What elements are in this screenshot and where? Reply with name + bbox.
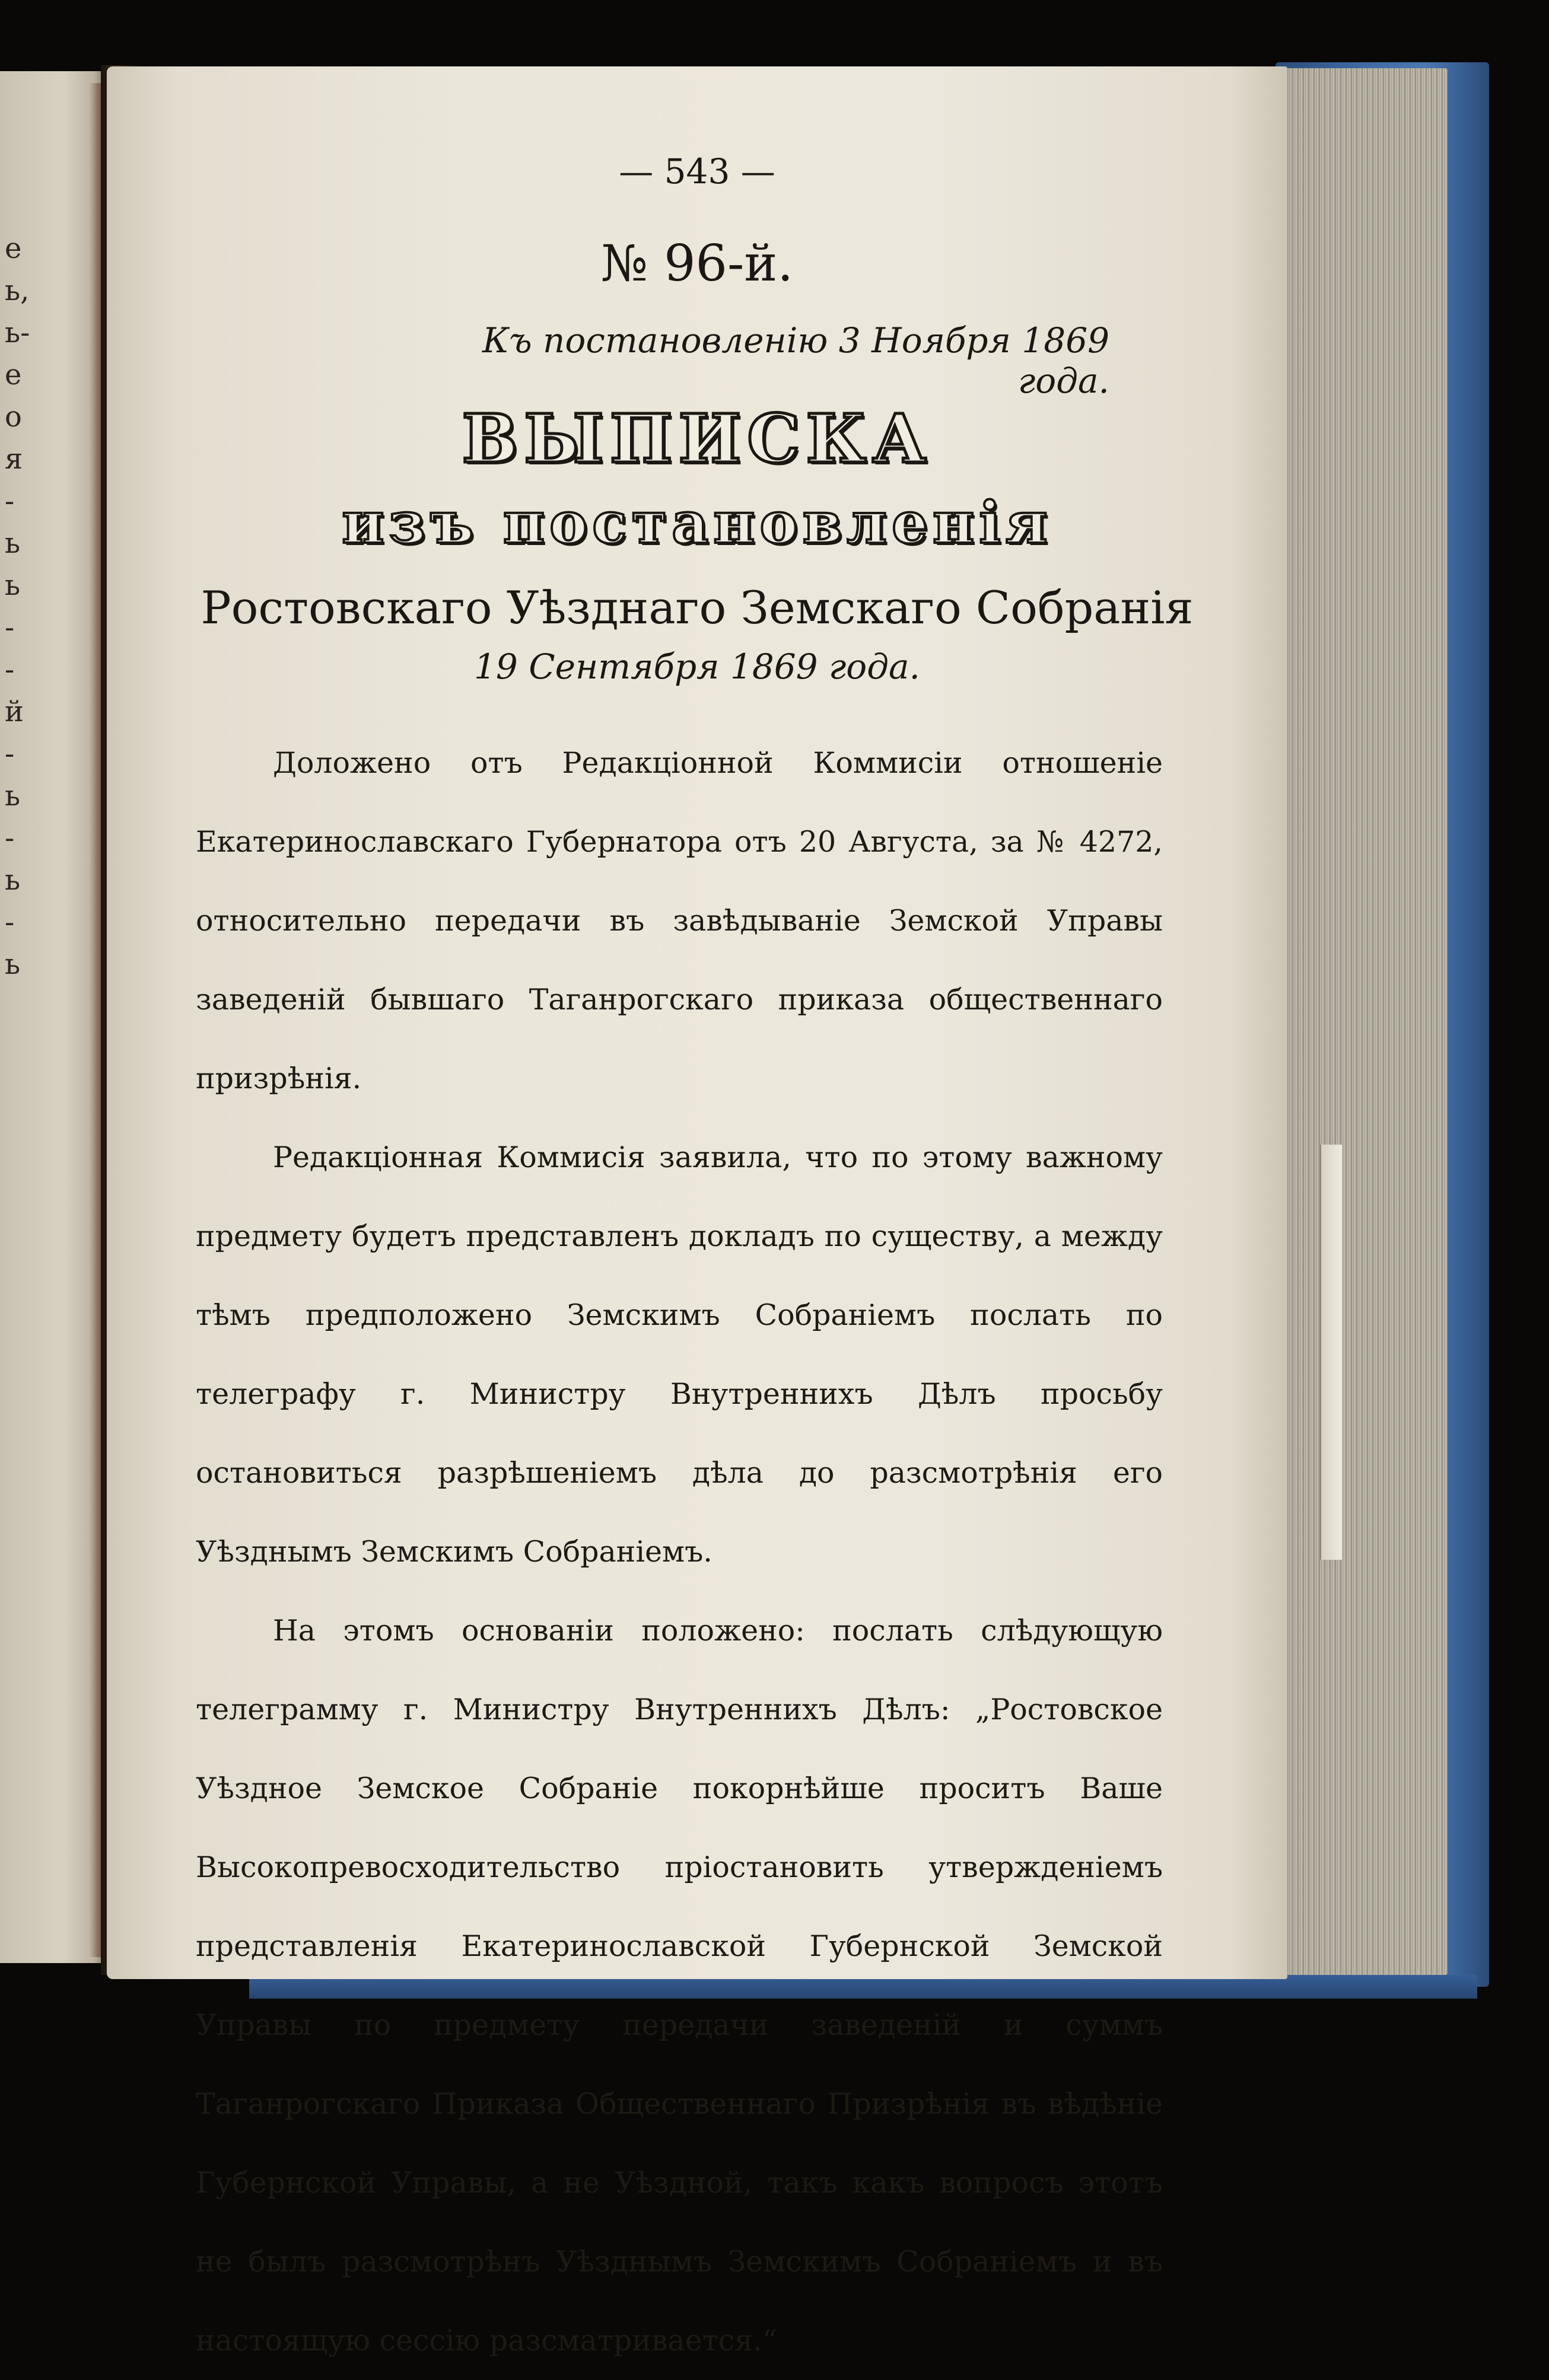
left-page-fragment: - [5,485,15,518]
left-page-fragment: - [5,737,15,770]
left-page-fragment: ь [5,569,21,602]
left-page-fragment: - [5,821,15,855]
document-number: № 96-й. [600,234,794,292]
document-date: 19 Сентября 1869 года. [474,646,920,687]
paragraph: Редакціонная Коммисія заявила, что по этому важному предмету будетъ представленъ докладъ по существу, а между тѣмъ предположено Земскимъ Собраніемъ послать по телеграфу г. Министру Внутреннихъ Дѣлъ просьбу остановиться разрѣшеніемъ дѣла до разсмотрѣнія его Уѣзднымъ Земскимъ Собраніемъ. [196,1140,1163,1569]
left-page-fragment: ь [5,864,21,897]
left-page-fragment: е [5,358,22,391]
body-text [196,724,1163,2380]
left-page-fragment: ь [5,527,21,560]
page-number-header: — 543 — [619,151,775,192]
paragraph: Доложено отъ Редакціонной Коммисіи отношеніе Екатеринославскаго Губернатора отъ 20 Августа, за № 4272, относительно передачи въ завѣдываніе Земской Управы заведеній бывшаго Таганрогскаго приказа общественнаго призрѣнія. [196,746,1163,1095]
page-tabs [1320,1145,1342,1560]
left-page-fragment: ь- [5,316,30,349]
left-page-fragment: й [5,695,24,728]
left-page-fragment: о [5,400,22,434]
left-page-fragment: ь, [5,274,30,307]
title-assembly: Ростовскаго Уѣзднаго Земскаго Собранія [201,581,1194,634]
title-extract: ВЫПИСКА [462,400,933,478]
left-page-fragment: ь [5,779,21,813]
paragraph: На этомъ основаніи положено: послать слѣдующую телеграмму г. Министру Внутреннихъ Дѣлъ: „Ростовское Уѣздное Земское Собраніе покорнѣйше проситъ Ваше Высокопревосходительство пріостановить утвержденіемъ представленія Екатеринославской Губернской Земской Управы по предмету передачи заведеній и суммъ Таганрогскаго Приказа Общественнаго Призрѣнія въ вѣдѣніе Губернской Управы, а не Уѣздной, такъ какъ вопросъ этотъ не былъ разсмотрѣнъ Уѣзднымъ Земскимъ Собраніемъ и въ настоящую сессію разсматривается.“ [196,1614,1163,2357]
left-page-fragment: - [5,653,15,686]
left-page-fragment: е [5,232,22,265]
left-page-fragment: - [5,906,15,939]
title-from-resolution: изъ постановленія [342,489,1052,556]
reference-line: Къ постановленію 3 Ноября 1869 года. [482,320,1109,401]
left-page-fragments [5,234,46,992]
left-page-fragment: - [5,611,15,644]
left-page-fragment: я [5,442,23,476]
left-page-fragment: ь [5,948,21,981]
